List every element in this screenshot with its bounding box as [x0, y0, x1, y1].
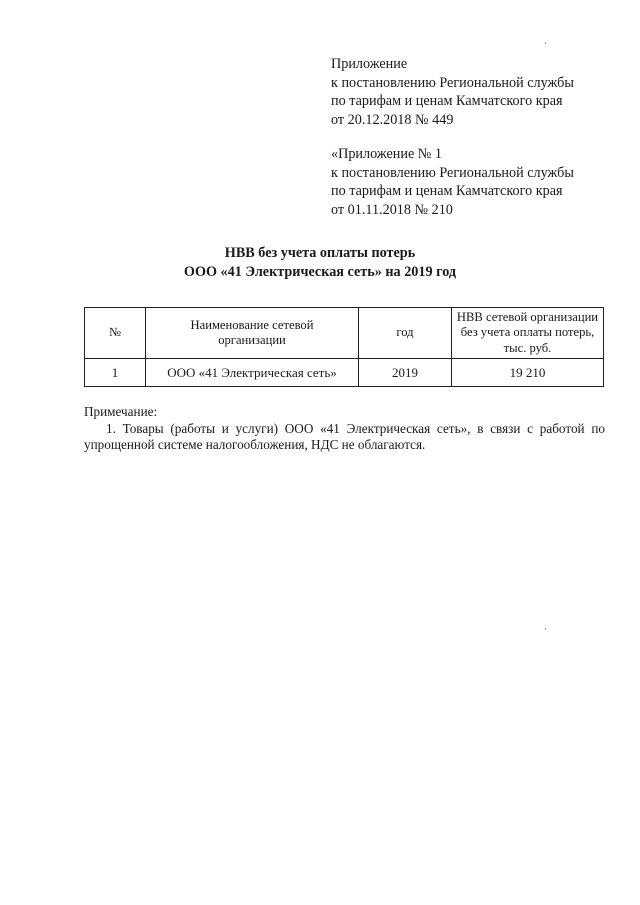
- document-title-line-2: ООО «41 Электрическая сеть» на 2019 год: [183, 264, 457, 280]
- nvv-table: [84, 307, 604, 387]
- original-appendix-authority-line: по тарифам и ценам Камчатского края: [331, 183, 563, 200]
- original-appendix-date-number: от 01.11.2018 № 210: [331, 201, 453, 218]
- header-nvv-line-3: тыс. руб.: [503, 340, 552, 355]
- note-section: [84, 404, 605, 454]
- appendix-decree-line: к постановлению Региональной службы: [331, 74, 574, 91]
- document-title-line-1: НВВ без учета оплаты потерь: [224, 245, 416, 261]
- original-appendix-decree-line: к постановлению Региональной службы: [331, 164, 574, 181]
- table-row: [85, 359, 604, 387]
- note-label: Примечание:: [84, 404, 158, 419]
- header-number: [85, 308, 146, 359]
- scan-speck: [545, 42, 546, 44]
- header-number-label: №: [108, 325, 122, 340]
- cell-number: 1: [85, 359, 146, 387]
- cell-organization-name: ООО «41 Электрическая сеть»: [146, 359, 359, 387]
- document-title: [0, 244, 640, 282]
- header-nvv-line-2: без учета оплаты потерь,: [460, 325, 595, 340]
- original-appendix-header: [331, 145, 621, 219]
- cell-year: 2019: [359, 359, 452, 387]
- appendix-date-number: от 20.12.2018 № 449: [331, 111, 454, 128]
- header-year-label: год: [396, 325, 414, 340]
- header-nvv: [452, 308, 604, 359]
- header-nvv-line-1: НВВ сетевой организации: [456, 309, 599, 324]
- appendix-authority-line: по тарифам и ценам Камчатского края: [331, 93, 563, 110]
- table-header-row: [85, 308, 604, 359]
- note-text: 1. Товары (работы и услуги) ООО «41 Электрическая сеть», в связи с работой по упрощенной системе налогообложения, НДС не облагаются.: [84, 420, 605, 452]
- appendix-title: Приложение: [331, 56, 408, 72]
- header-name-line-2: организации: [218, 333, 286, 347]
- cell-nvv-value: 19 210: [452, 359, 604, 387]
- header-name-line-1: Наименование сетевой: [190, 317, 314, 332]
- appendix-header: [331, 55, 621, 129]
- scan-speck: [545, 628, 546, 630]
- original-appendix-title: «Приложение № 1: [331, 146, 442, 162]
- header-organization-name: [146, 308, 359, 359]
- header-year: [359, 308, 452, 359]
